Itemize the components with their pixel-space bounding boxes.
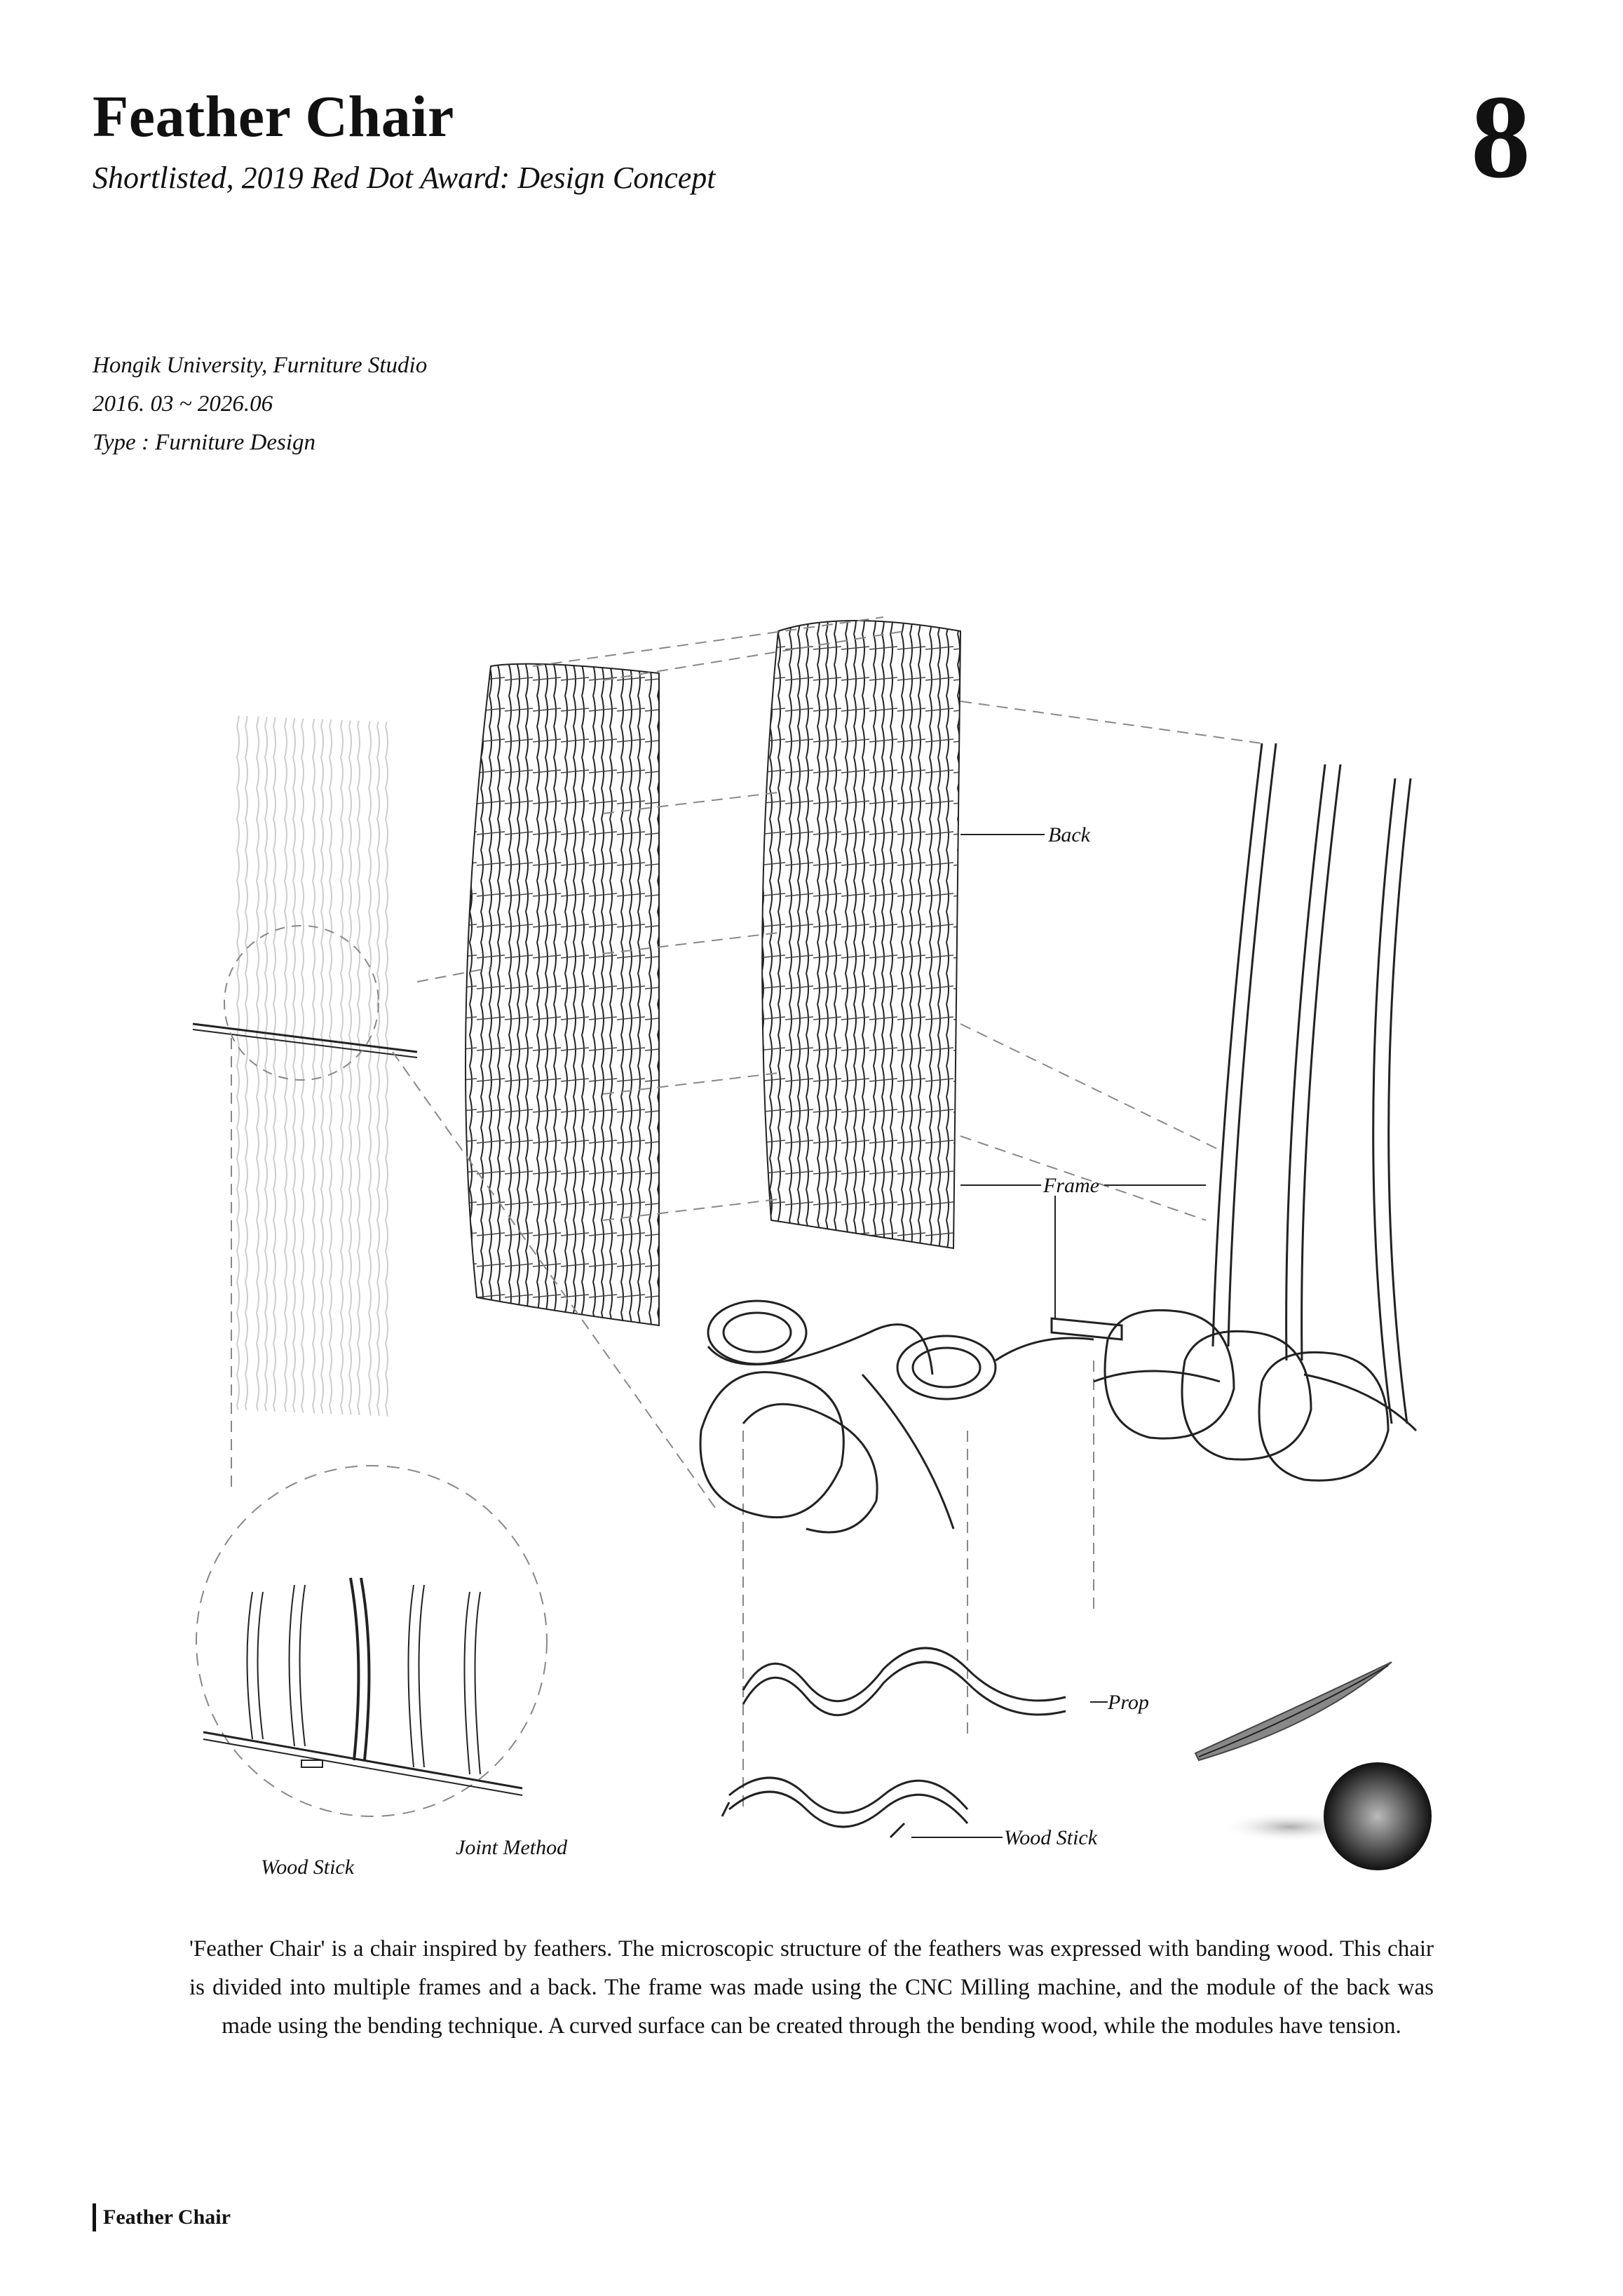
seat-frames (700, 1301, 1220, 1532)
side-frames (1105, 743, 1416, 1480)
page-title: Feather Chair (93, 84, 454, 149)
label-wood-stick-left: Wood Stick (261, 1856, 355, 1879)
chair-drawing-svg (0, 603, 1623, 1922)
label-frame: Frame (1043, 1174, 1099, 1197)
footer-label: Feather Chair (93, 2203, 231, 2231)
type-text: Type : Furniture Design (93, 430, 316, 455)
back-module-middle (466, 664, 659, 1325)
faint-back-module (231, 715, 393, 1417)
period-text: 2016. 03 ~ 2026.06 (93, 391, 273, 417)
feather-microscope-image (1324, 1762, 1432, 1870)
exploded-axonometric-drawing (0, 603, 1623, 1922)
project-meta (93, 346, 427, 462)
label-joint-method: Joint Method (456, 1836, 568, 1859)
joint-method-detail (196, 1466, 547, 1816)
page-subtitle: Shortlisted, 2019 Red Dot Award: Design Concept (93, 161, 716, 195)
institution-text: Hongik University, Furniture Studio (93, 353, 428, 378)
project-description: 'Feather Chair' is a chair inspired by feathers. The microscopic structure of the feathers was expressed with banding wood. This chair is divided into multiple frames and a back. The frame was made using the CNC Milling machine, and the module of the back was made using the bending technique. A curved surface can be created through the bending wood, while the modules have tension. (189, 1936, 1434, 2039)
page-number: 8 (1471, 71, 1530, 203)
feather-illustration (1195, 1662, 1432, 1870)
label-back: Back (1048, 823, 1090, 846)
label-wood-stick-right: Wood Stick (1004, 1826, 1098, 1849)
back-module-front (762, 621, 960, 1248)
label-prop: Prop (1108, 1691, 1149, 1714)
prop (722, 1648, 1066, 1837)
